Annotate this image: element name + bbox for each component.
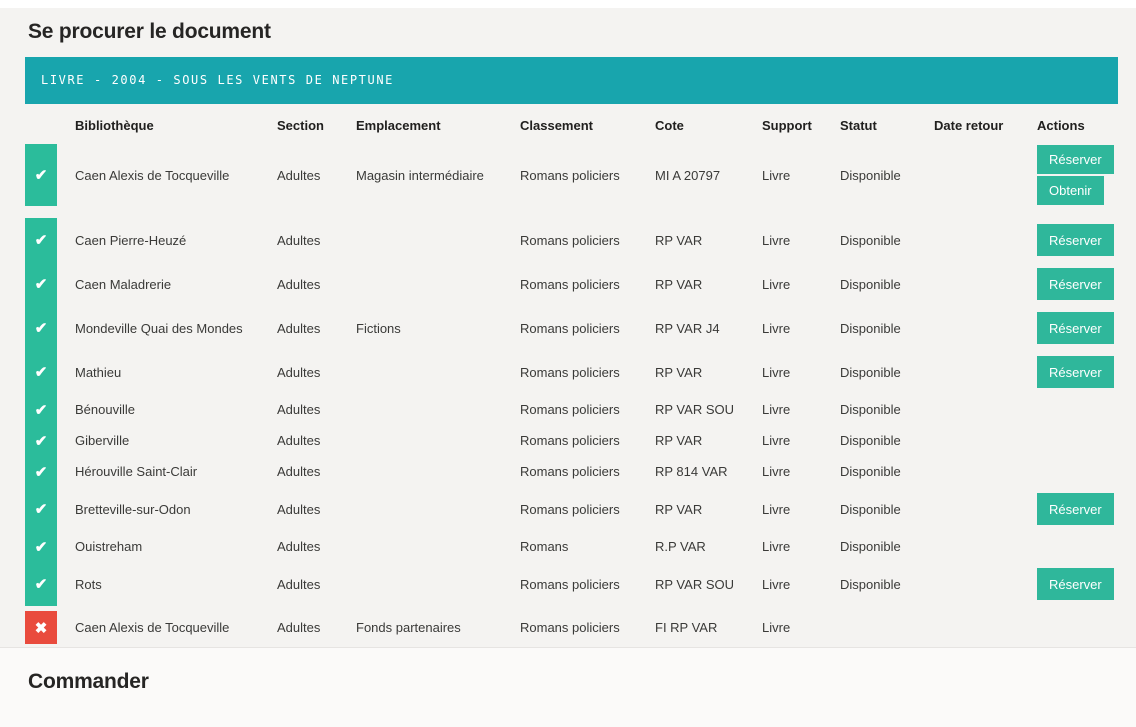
cell-classification: Romans policiers [520, 433, 620, 448]
cell-support: Livre [762, 576, 791, 592]
cell-statut: Disponible [840, 464, 901, 479]
cell-classification: Romans policiers [520, 232, 620, 248]
cell-date_retour [934, 611, 1037, 644]
availability-cell [25, 306, 57, 350]
check-icon: ✔ [34, 167, 48, 184]
cell-cote: RP VAR [655, 364, 703, 380]
cell-library: Caen Alexis de Tocqueville [75, 620, 230, 635]
table-row [25, 306, 1118, 350]
cell-section: Adultes [277, 464, 321, 479]
table-row [25, 562, 1118, 606]
document-banner-text: LIVRE - 2004 - SOUS LES VENTS DE NEPTUNE [41, 73, 394, 87]
cell-library: Caen Pierre-Heuzé [75, 232, 187, 248]
document-banner [25, 57, 1118, 104]
cell-actions [1037, 144, 1118, 206]
availability-cell [25, 350, 57, 394]
cell-actions [1037, 531, 1118, 562]
cell-location [356, 531, 520, 562]
cell-date_retour [934, 144, 1037, 206]
cell-support: Livre [762, 402, 791, 417]
check-icon: ✔ [34, 432, 48, 450]
table-row [25, 144, 1118, 206]
cell-cote: RP VAR J4 [655, 320, 720, 336]
check-icon: ✔ [34, 501, 48, 518]
cell-support: Livre [762, 620, 791, 635]
table-row [25, 425, 1118, 456]
cell-library: Ouistreham [75, 539, 143, 554]
cell-support: Livre [762, 464, 791, 479]
page-title: Se procurer le document [28, 20, 271, 43]
availability-cell [25, 611, 57, 644]
cell-classification: Romans policiers [520, 276, 620, 292]
cell-classification: Romans policiers [520, 501, 620, 517]
cell-statut: Disponible [840, 167, 901, 183]
obtain-button[interactable]: Obtenir [1037, 176, 1104, 205]
cell-cote: RP VAR SOU [655, 576, 734, 592]
cell-location [356, 262, 520, 306]
cell-actions [1037, 456, 1118, 487]
reserve-button[interactable]: Réserver [1037, 224, 1114, 256]
cell-location [356, 562, 520, 606]
column-header-section: Section [277, 117, 324, 133]
cell-classification: Romans [520, 539, 569, 554]
next-section-title: Commander [28, 670, 149, 693]
check-icon: ✔ [34, 538, 48, 556]
cell-support: Livre [762, 320, 791, 336]
cell-library: Caen Maladrerie [75, 276, 172, 292]
cell-support: Livre [762, 501, 791, 517]
cell-actions [1037, 562, 1118, 606]
table-row [25, 350, 1118, 394]
cell-location [356, 218, 520, 262]
cell-actions [1037, 611, 1118, 644]
column-header-date-retour: Date retour [934, 117, 1004, 133]
availability-column-header [25, 106, 57, 144]
reserve-button[interactable]: Réserver [1037, 312, 1114, 344]
cell-cote: R.P VAR [655, 539, 706, 554]
column-header-support: Support [762, 117, 812, 133]
top-strip [0, 0, 1136, 8]
cell-cote: RP VAR [655, 232, 703, 248]
cell-support: Livre [762, 167, 791, 183]
cell-actions [1037, 306, 1118, 350]
cell-date_retour [934, 531, 1037, 562]
reserve-button[interactable]: Réserver [1037, 268, 1114, 300]
cell-location: Fictions [356, 320, 401, 336]
check-icon: ✔ [34, 463, 48, 481]
cell-classification: Romans policiers [520, 364, 620, 380]
cell-section: Adultes [277, 539, 321, 554]
cell-classification: Romans policiers [520, 576, 620, 592]
cell-date_retour [934, 394, 1037, 425]
cell-library: Mondeville Quai des Mondes [75, 320, 243, 336]
cell-classification: Romans policiers [520, 620, 620, 635]
column-header-cote: Cote [655, 117, 684, 133]
cell-location [356, 425, 520, 456]
cell-statut: Disponible [840, 433, 901, 448]
cell-date_retour [934, 350, 1037, 394]
cell-actions [1037, 425, 1118, 456]
cell-classification: Romans policiers [520, 167, 620, 183]
availability-cell [25, 487, 57, 531]
cell-statut: Disponible [840, 364, 901, 380]
table-row [25, 487, 1118, 531]
cell-classification: Romans policiers [520, 402, 620, 417]
check-icon: ✔ [34, 364, 48, 381]
reserve-button[interactable]: Réserver [1037, 568, 1114, 600]
table-row [25, 611, 1118, 644]
cell-statut: Disponible [840, 501, 901, 517]
reserve-button[interactable]: Réserver [1037, 493, 1114, 525]
column-header-bibliotheque: Bibliothèque [75, 117, 154, 133]
column-header-statut: Statut [840, 117, 877, 133]
cell-cote: RP VAR SOU [655, 402, 734, 417]
cell-support: Livre [762, 276, 791, 292]
cell-library: Caen Alexis de Tocqueville [75, 167, 230, 183]
table-row [25, 262, 1118, 306]
x-icon: ✖ [34, 619, 48, 637]
cell-section: Adultes [277, 364, 321, 380]
check-icon: ✔ [34, 276, 48, 293]
cell-actions [1037, 262, 1118, 306]
cell-date_retour [934, 562, 1037, 606]
procure-section [25, 20, 1118, 644]
cell-location [356, 487, 520, 531]
cell-actions [1037, 350, 1118, 394]
cell-location: Magasin intermédiaire [356, 167, 484, 183]
cell-library: Bénouville [75, 402, 135, 417]
cell-actions [1037, 487, 1118, 531]
table-header-row [25, 106, 1118, 144]
cell-support: Livre [762, 232, 791, 248]
table-body [25, 144, 1118, 644]
table-row [25, 394, 1118, 425]
reserve-button[interactable]: Réserver [1037, 356, 1114, 388]
cell-statut: Disponible [840, 320, 901, 336]
cell-location [356, 394, 520, 425]
availability-cell [25, 218, 57, 262]
cell-statut: Disponible [840, 232, 901, 248]
cell-date_retour [934, 218, 1037, 262]
availability-cell [25, 144, 57, 206]
cell-library: Hérouville Saint-Clair [75, 464, 198, 479]
cell-library: Mathieu [75, 364, 122, 380]
cell-date_retour [934, 456, 1037, 487]
check-icon: ✔ [34, 320, 48, 337]
reserve-button[interactable]: Réserver [1037, 145, 1114, 174]
cell-location [356, 456, 520, 487]
cell-section: Adultes [277, 433, 321, 448]
cell-statut: Disponible [840, 402, 901, 417]
cell-section: Adultes [277, 501, 321, 517]
cell-section: Adultes [277, 402, 321, 417]
cell-library: Rots [75, 576, 102, 592]
cell-cote: RP VAR [655, 501, 703, 517]
cell-cote: RP VAR [655, 276, 703, 292]
table-row [25, 218, 1118, 262]
check-icon: ✔ [34, 576, 48, 593]
check-icon: ✔ [34, 232, 48, 249]
cell-library: Bretteville-sur-Odon [75, 501, 191, 517]
cell-actions [1037, 218, 1118, 262]
cell-support: Livre [762, 539, 791, 554]
cell-cote: MI A 20797 [655, 167, 721, 183]
cell-classification: Romans policiers [520, 464, 620, 479]
cell-library: Giberville [75, 433, 130, 448]
cell-statut: Disponible [840, 276, 901, 292]
availability-cell [25, 562, 57, 606]
availability-cell [25, 425, 57, 456]
cell-statut: Disponible [840, 539, 901, 554]
cell-actions [1037, 394, 1118, 425]
cell-date_retour [934, 262, 1037, 306]
cell-section: Adultes [277, 167, 321, 183]
cell-date_retour [934, 425, 1037, 456]
check-icon: ✔ [34, 401, 48, 419]
next-section [0, 647, 1136, 727]
cell-section: Adultes [277, 576, 321, 592]
cell-support: Livre [762, 433, 791, 448]
cell-statut: Disponible [840, 576, 901, 592]
column-header-actions: Actions [1037, 117, 1085, 133]
availability-cell [25, 262, 57, 306]
column-header-emplacement: Emplacement [356, 117, 441, 133]
cell-date_retour [934, 487, 1037, 531]
cell-section: Adultes [277, 276, 321, 292]
cell-date_retour [934, 306, 1037, 350]
cell-support: Livre [762, 364, 791, 380]
availability-cell [25, 394, 57, 425]
cell-cote: RP VAR [655, 433, 703, 448]
column-header-classement: Classement [520, 117, 593, 133]
cell-section: Adultes [277, 620, 321, 635]
cell-cote: FI RP VAR [655, 620, 718, 635]
availability-cell [25, 456, 57, 487]
cell-location: Fonds partenaires [356, 620, 461, 635]
cell-cote: RP 814 VAR [655, 464, 728, 479]
cell-location [356, 350, 520, 394]
cell-statut [840, 611, 934, 644]
cell-classification: Romans policiers [520, 320, 620, 336]
cell-section: Adultes [277, 232, 321, 248]
table-row [25, 531, 1118, 562]
cell-section: Adultes [277, 320, 321, 336]
availability-cell [25, 531, 57, 562]
table-row [25, 456, 1118, 487]
